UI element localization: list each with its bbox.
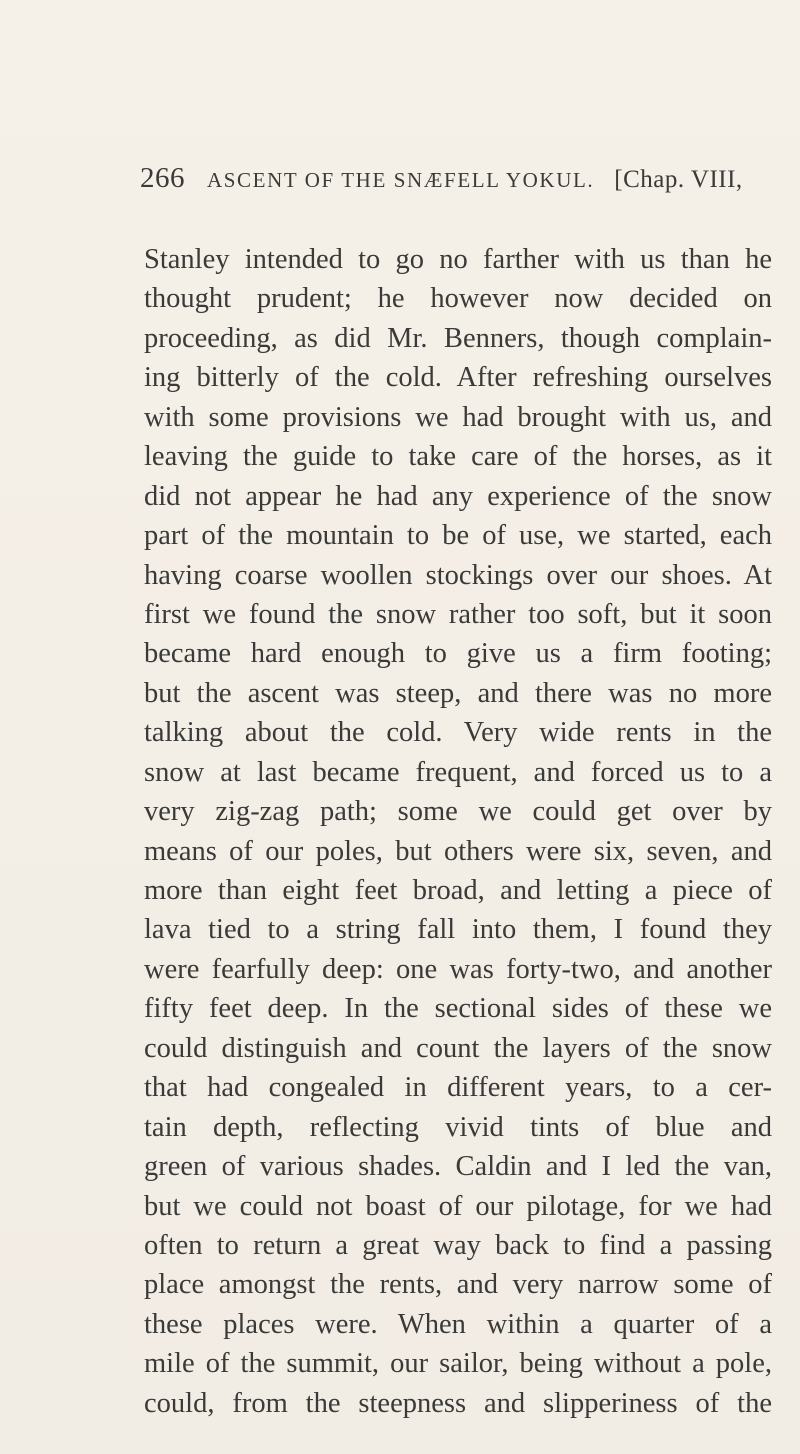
text-line: could, from the steepness and slipperiness of the <box>144 1387 772 1419</box>
text-line: fifty feet deep. In the sectional sides of these we <box>144 993 772 1025</box>
text-line: often to return a great way back to find a passing <box>144 1229 772 1261</box>
page-number: 266 <box>140 162 185 194</box>
text-line: means of our poles, but others were six, seven, and <box>144 835 772 867</box>
text-line: that had congealed in different years, to a cer- <box>144 1072 772 1104</box>
text-line: having coarse woollen stockings over our shoes. At <box>144 559 772 591</box>
text-line: but the ascent was steep, and there was no more <box>144 677 772 709</box>
text-line: did not appear he had any experience of the snow <box>144 480 772 512</box>
text-line: these places were. When within a quarter of a <box>144 1308 772 1340</box>
text-line: talking about the cold. Very wide rents in the <box>144 717 772 749</box>
text-line: green of various shades. Caldin and I led the van, <box>144 1151 772 1183</box>
text-line: thought prudent; he however now decided on <box>144 283 772 315</box>
text-line: could distinguish and count the layers of the snow <box>144 1032 772 1064</box>
text-line: part of the mountain to be of use, we started, each <box>144 520 772 552</box>
text-line: first we found the snow rather too soft, but it soon <box>144 598 772 630</box>
text-line: snow at last became frequent, and forced us to a <box>144 756 772 788</box>
body-text <box>144 240 772 1423</box>
running-title: ASCENT OF THE SNÆFELL YOKUL. <box>207 168 595 192</box>
chapter-reference: [Chap. VIII, <box>614 166 743 193</box>
text-line: were fearfully deep: one was forty-two, and another <box>144 953 772 985</box>
text-line: but we could not boast of our pilotage, for we had <box>144 1190 772 1222</box>
running-head <box>140 162 760 202</box>
text-line: became hard enough to give us a firm footing; <box>144 638 772 670</box>
text-line: very zig-zag path; some we could get over by <box>144 796 772 828</box>
text-line: mile of the summit, our sailor, being without a pole, <box>144 1348 772 1380</box>
text-line: with some provisions we had brought with us, and <box>144 401 772 433</box>
text-line: lava tied to a string fall into them, I found they <box>144 914 772 946</box>
text-line: ing bitterly of the cold. After refreshing ourselves <box>144 362 772 394</box>
text-line: proceeding, as did Mr. Benners, though complain- <box>144 322 772 354</box>
text-line: tain depth, reflecting vivid tints of blue and <box>144 1111 772 1143</box>
text-line: Stanley intended to go no farther with us than he <box>144 244 772 275</box>
text-line: more than eight feet broad, and letting a piece of <box>144 875 772 906</box>
text-line: leaving the guide to take care of the horses, as it <box>144 441 772 473</box>
text-line: place amongst the rents, and very narrow some of <box>144 1269 772 1301</box>
